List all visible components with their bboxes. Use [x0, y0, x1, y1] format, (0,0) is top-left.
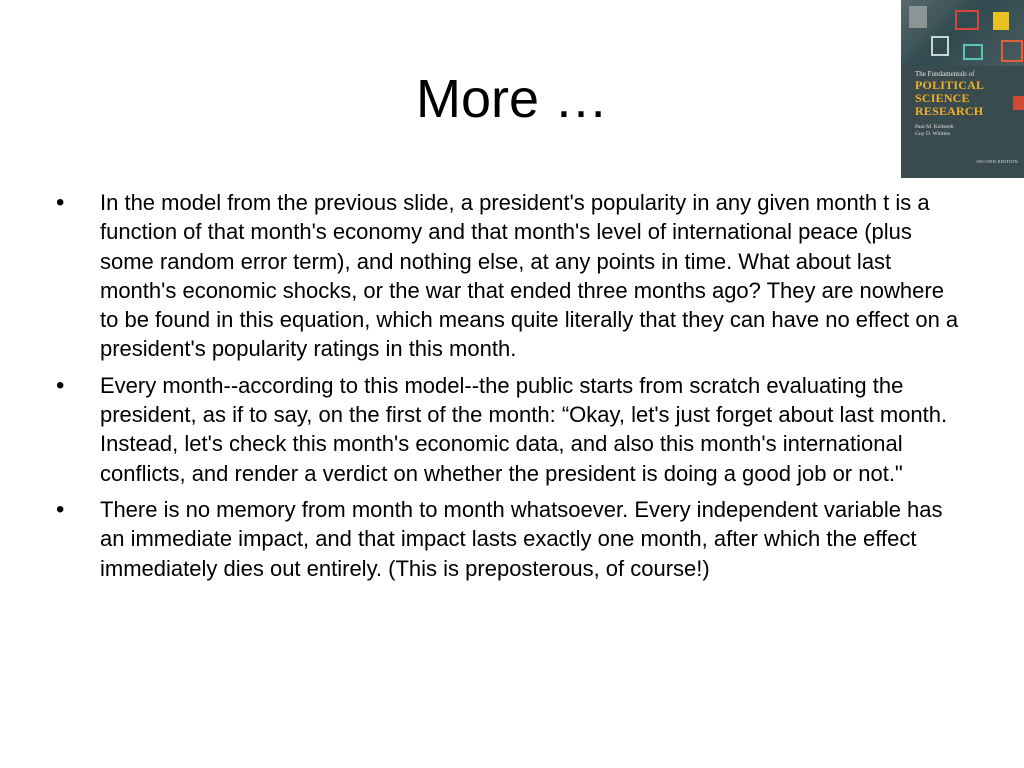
cover-title-line: SCIENCE [915, 91, 970, 105]
cover-square-decoration [955, 10, 979, 30]
bullet-item [56, 188, 966, 364]
cover-title-line: POLITICAL [915, 78, 985, 92]
cover-square-decoration [963, 44, 983, 60]
cover-square-decoration [931, 36, 949, 56]
slide-title: More … [415, 69, 609, 129]
bullet-dot-icon: • [56, 371, 65, 399]
book-cover-image [901, 0, 1024, 178]
bullet-list [56, 188, 966, 590]
cover-author: Paul M. Kellstedt [915, 124, 954, 130]
bullet-item [56, 495, 966, 583]
bullet-dot-icon: • [56, 495, 65, 523]
bullet-text: In the model from the previous slide, a president's popularity in any given month t is a function of that month's economy and that month's level of international peace (plus some random error term), and nothing else, at any points in time. What about last month's economic shocks, or the war that ended three months ago? They are nowhere to be found in this equation, which means quite literally that they can have no effect on a president's popularity ratings in this month. [100, 190, 959, 362]
cover-title-line: RESEARCH [915, 104, 984, 118]
bullet-item [56, 371, 966, 488]
cover-series-line: The Fundamentals of [915, 70, 975, 78]
cover-authors [915, 124, 1015, 138]
cover-author: Guy D. Whitten [915, 131, 951, 137]
bullet-text: Every month--according to this model--the public starts from scratch evaluating the president, as if to say, on the first of the month: “Okay, let's just forget about last month. Instead, let's check this month's economic data, and also this month's international conflicts, and render a verdict on whether the president is doing a good job or not." [100, 372, 948, 486]
cover-edition: SECOND EDITION [976, 159, 1018, 164]
cover-text [915, 70, 1015, 138]
bullet-dot-icon: • [56, 189, 65, 216]
cover-square-decoration [909, 6, 927, 28]
bullet-text: There is no memory from month to month whatsoever. Every independent variable has an immediate impact, and that impact lasts exactly one month, after which the effect immediately dies out entirely. (This is preposterous, of course!) [100, 496, 943, 581]
cover-square-decoration [1001, 40, 1023, 62]
cover-art [901, 0, 1024, 66]
cover-square-decoration [993, 12, 1009, 30]
